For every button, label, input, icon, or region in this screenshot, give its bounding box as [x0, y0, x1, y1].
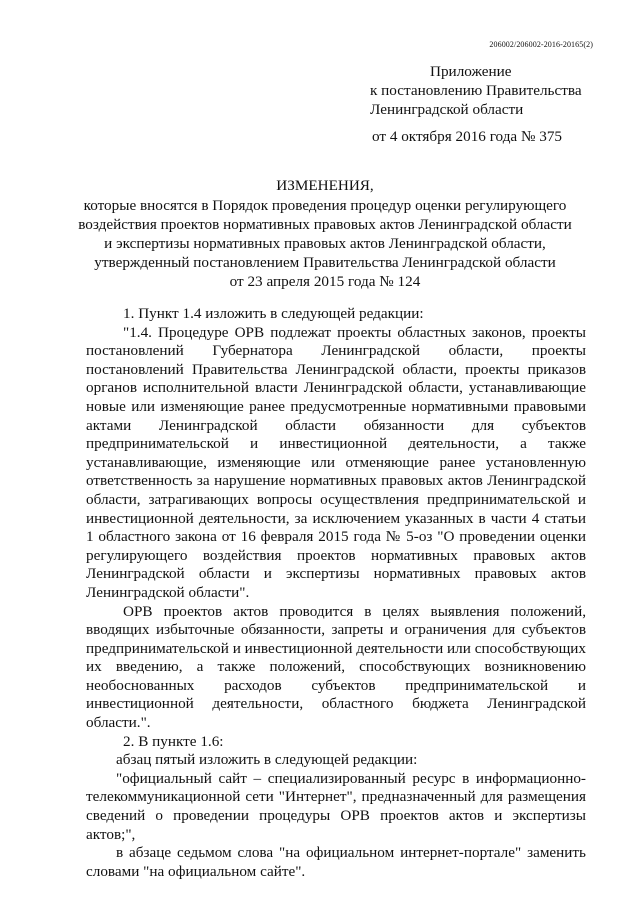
appendix-date: от 4 октября 2016 года № 375: [372, 128, 563, 145]
title-line: которые вносятся в Порядок проведения процедур оценки регулирующего: [83, 197, 567, 214]
paragraph-official-site: "официальный сайт – специализированный ресурс в информационно-телекоммуникационной сети "Интернет", предназначенный для размещения сведений о проведении процедуры ОРВ проектов актов и экспертизы актов;",: [86, 769, 586, 843]
document-id: 206002/206002-2016-20165(2): [489, 40, 593, 49]
paragraph-quote-1-4: "1.4. Процедуре ОРВ подлежат проекты областных законов, проекты постановлений Губернатора Ленинградской области, проекты постановлений Правительства Ленинградской области, проекты приказов органов исполнительной власти Ленинградской области, устанавливающие новые или изменяющие ранее предусмотренные нормативными правовыми актами Ленинградской области обязанности для субъектов предпринимательской и инвестиционной деятельности, а также устанавливающие, изменяющие или отменяющие ранее установленную ответственность за нарушение нормативных правовых актов Ленинградской области, затрагивающих вопросы осуществления предпринимательской и инвестиционной деятельности, за исключением указанных в части 4 статьи 1 областного закона от 16 февраля 2015 года № 5-оз "О проведении оценки регулирующего воздействия проектов нормативных правовых актов Ленинградской области и экспертизы нормативных правовых актов Ленинградской области".: [86, 323, 586, 601]
appendix-region: Ленинградской области: [370, 101, 524, 118]
title-line: от 23 апреля 2015 года № 124: [229, 273, 421, 290]
paragraph-item-2: 2. В пункте 1.6:: [123, 732, 224, 750]
paragraph-abzac-seven: в абзаце седьмом слова "на официальном интернет-портале" заменить словами "на официальном сайте".: [86, 844, 586, 880]
paragraph-abzac-five: абзац пятый изложить в следующей редакции:: [116, 751, 418, 769]
paragraph-item-1: 1. Пункт 1.4 изложить в следующей редакции:: [123, 305, 424, 322]
appendix-block: [370, 62, 582, 146]
appendix-label: Приложение: [430, 63, 512, 80]
document-body: [86, 305, 586, 881]
title-line: утвержденный постановлением Правительства Ленинградской области: [94, 254, 556, 271]
paragraph-orv-purpose: ОРВ проектов актов проводится в целях выявления положений, вводящих избыточные обязанности, запреты и ограничения для субъектов предпринимательской и инвестиционной деятельности или способствующих их введению, а также положений, способствующих возникновению необоснованных расходов субъектов предпринимательской и инвестиционной деятельности, областного бюджета Ленинградской области.".: [86, 602, 586, 732]
title-line: воздействия проектов нормативных правовых актов Ленинградской области: [78, 216, 572, 233]
appendix-resolution: к постановлению Правительства: [370, 82, 582, 99]
document-title: [40, 176, 610, 291]
title-heading: ИЗМЕНЕНИЯ,: [276, 177, 374, 194]
title-line: и экспертизы нормативных правовых актов Ленинградской области,: [104, 235, 546, 252]
